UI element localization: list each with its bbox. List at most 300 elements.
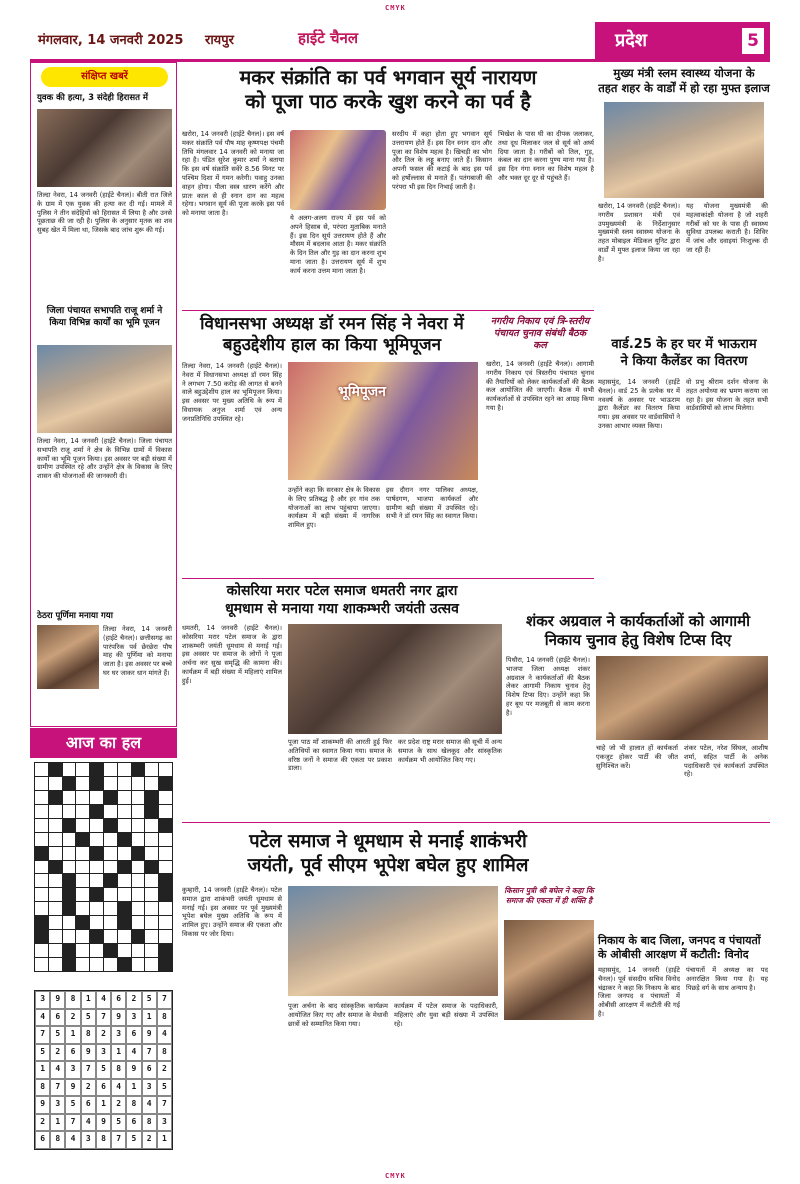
sudoku-cell: 5 <box>96 1061 111 1079</box>
crossword-cell <box>132 958 145 971</box>
crossword-cell <box>49 847 62 860</box>
story9-col2: पंचायतों में अध्यक्ष का पद अनारक्षित किया गया है। यह पिछड़े वर्ग के साथ अन्याय है। <box>686 966 768 992</box>
story2-col1: तिल्दा नेवरा, 14 जनवरी (हाईटे चैनल)। नेवरा में विधानसभा अध्यक्ष डॉ रमन सिंह ने लगभग 7.50 करोड़ की लागत से बनने वाले बहुउद्देशीय हाल का भूमिपूजन किया। इस अवसर पर मुख्य अतिथि के रूप में विधायक अनुज शर्मा एवं अन्य जनप्रतिनिधि उपस्थित रहे। <box>182 362 282 423</box>
story7-headline <box>506 612 770 650</box>
sidebar-title: संक्षिप्त खबरें <box>41 67 168 87</box>
crossword-cell <box>159 861 172 874</box>
crossword-cell <box>63 833 76 846</box>
crossword-cell <box>104 944 117 957</box>
sudoku-cell: 4 <box>111 1079 126 1097</box>
sudoku-cell: 1 <box>126 1079 141 1097</box>
story6-headline-line2: धूमधाम से मनाया गया शाकम्भरी जयंती उत्सव <box>225 601 459 617</box>
story7-col1: पिथौरा, 14 जनवरी (हाईटे चैनल)। भाजपा जिला अध्यक्ष शंकर अग्रवाल ने कार्यकर्ताओं की बैठक लेकर आगामी निकाय चुनाव हेतु विशेष टिप्स दिए। उन्होंने कहा कि हर बूथ पर मजबूती से काम करना है। <box>506 656 590 717</box>
crossword-cell <box>35 763 48 776</box>
sudoku-cell: 5 <box>81 1009 96 1027</box>
story1-photo-priest <box>290 130 386 210</box>
crossword-cell <box>159 944 172 957</box>
crossword-cell <box>49 777 62 790</box>
crossword-cell <box>132 944 145 957</box>
story6-col2: पूजा पाठ माँ शाकम्भरी की आरती हुई फिर अतिथियों का स्वागत किया गया। समाज के वरिष्ठ जनों ने समाज की एकता पर प्रकाश डाला। <box>288 738 392 773</box>
sudoku-cell: 2 <box>96 1026 111 1044</box>
brief-photo-2 <box>37 345 172 433</box>
sudoku-cell: 7 <box>157 991 172 1009</box>
crossword-cell <box>132 916 145 929</box>
section-banner <box>595 22 770 62</box>
story4-headline-line1: वार्ड.25 के हर घर में भाऊराम <box>611 337 757 352</box>
crossword-cell <box>145 791 158 804</box>
sudoku-cell: 2 <box>111 1096 126 1114</box>
sudoku-cell: 7 <box>96 1009 111 1027</box>
crossword-cell <box>104 888 117 901</box>
crossword-cell <box>132 791 145 804</box>
crossword-cell <box>118 916 131 929</box>
crossword-cell <box>49 888 62 901</box>
crossword-cell <box>76 888 89 901</box>
crossword-cell <box>63 805 76 818</box>
section-name: प्रदेश <box>615 30 648 51</box>
crossword-cell <box>49 944 62 957</box>
crossword-cell <box>90 763 103 776</box>
sudoku-cell: 2 <box>142 1131 157 1149</box>
crossword-cell <box>49 902 62 915</box>
crossword-cell <box>63 763 76 776</box>
crossword-cell <box>145 763 158 776</box>
masthead <box>30 22 770 62</box>
story7-photo-meeting <box>596 656 768 740</box>
crossword-cell <box>104 805 117 818</box>
crossword-cell <box>132 777 145 790</box>
sidebar-briefs <box>30 62 177 727</box>
crossword-cell <box>145 874 158 887</box>
crossword-cell <box>145 902 158 915</box>
crossword-cell <box>49 958 62 971</box>
crossword-cell <box>35 888 48 901</box>
story3-headline-line1: मुख्य मंत्री स्लम स्वास्थ्य योजना के <box>613 66 755 80</box>
crossword-cell <box>35 847 48 860</box>
crossword-cell <box>35 958 48 971</box>
story1-col4: भिखेश के पास घी का दीपक जलाकर, तथा दूध मिलाकर जल से सूर्य को अर्घ्य दिया जाता है। गरीबों को तिल, गुड़, कंबल का दान करना पुण्य माना गया है। इस दिन गंगा स्नान का विशेष महत्व है और भक्त दूर दूर से पहुंचते हैं। <box>498 130 594 182</box>
crossword-cell <box>90 930 103 943</box>
crossword-cell <box>90 902 103 915</box>
story2-col3: इस दौरान नगर पालिका अध्यक्ष, पार्षदगण, भाजपा कार्यकर्ता और ग्रामीण बड़ी संख्या में उपस्थित रहे। सभी ने डॉ रमन सिंह का स्वागत किया। <box>386 486 478 521</box>
sudoku-cell: 7 <box>81 1061 96 1079</box>
crossword-cell <box>104 874 117 887</box>
crossword-cell <box>49 874 62 887</box>
crossword-cell <box>159 930 172 943</box>
crossword-cell <box>76 819 89 832</box>
crossword-cell <box>104 833 117 846</box>
crossword-cell <box>76 847 89 860</box>
crossword-cell <box>132 847 145 860</box>
sudoku-cell: 8 <box>35 1079 50 1097</box>
sudoku-cell: 6 <box>35 1131 50 1149</box>
sudoku-cell: 2 <box>50 1044 65 1062</box>
crossword-cell <box>159 847 172 860</box>
crossword-cell <box>118 777 131 790</box>
crossword-cell <box>132 763 145 776</box>
crossword-cell <box>35 930 48 943</box>
sudoku-cell: 7 <box>35 1026 50 1044</box>
crossword-cell <box>145 958 158 971</box>
crossword-cell <box>76 777 89 790</box>
issue-date: मंगलवार, 14 जनवरी 2025 <box>38 33 184 48</box>
crossword-cell <box>132 861 145 874</box>
story6-headline <box>182 582 502 618</box>
story1-col3: सरदीय में कहा होता हुए भगवान सूर्य उत्तरायण होते हैं। इस दिन स्नान दान और पूजा का विशेष महत्व है। खिचड़ी का भोग और तिल के लड्डू बनाए जाते हैं। किसान अपनी फसल की कटाई के बाद इस पर्व को हर्षोल्लास से मनाते हैं। पतंगबाजी की परंपरा भी इस दिन निभाई जाती है। <box>392 130 492 191</box>
crossword-cell <box>104 861 117 874</box>
crossword-cell <box>104 763 117 776</box>
story3-photo-clinic <box>604 102 764 198</box>
crossword-cell <box>63 874 76 887</box>
crossword-cell <box>63 958 76 971</box>
crossword-cell <box>90 833 103 846</box>
story7-headline-line2: निकाय चुनाव हेतु विशेष टिप्स दिए <box>544 631 732 649</box>
sudoku-cell: 8 <box>50 1131 65 1149</box>
crossword-cell <box>159 958 172 971</box>
sudoku-cell: 5 <box>35 1044 50 1062</box>
sudoku-cell: 9 <box>111 1009 126 1027</box>
crossword-cell <box>90 944 103 957</box>
sudoku-cell: 5 <box>50 1026 65 1044</box>
sudoku-cell: 5 <box>142 991 157 1009</box>
sudoku-cell: 6 <box>65 1044 80 1062</box>
crossword-cell <box>35 805 48 818</box>
sudoku-cell: 3 <box>142 1079 157 1097</box>
crossword-cell <box>90 861 103 874</box>
sudoku-cell: 4 <box>96 991 111 1009</box>
sudoku-cell: 3 <box>35 991 50 1009</box>
crossword-cell <box>118 805 131 818</box>
crossword-cell <box>35 833 48 846</box>
crossword-cell <box>159 902 172 915</box>
story8-col2: पूजा अर्चना के बाद सांस्कृतिक कार्यक्रम आयोजित किए गए और समाज के मेधावी छात्रों को सम्मानित किया गया। <box>288 1002 388 1028</box>
sudoku-cell: 8 <box>111 1061 126 1079</box>
crossword-cell <box>132 888 145 901</box>
crossword-cell <box>145 819 158 832</box>
crossword-cell <box>118 944 131 957</box>
sudoku-cell: 7 <box>157 1096 172 1114</box>
crossword-cell <box>35 819 48 832</box>
divider-1 <box>182 310 594 311</box>
sudoku-cell: 1 <box>157 1131 172 1149</box>
crossword-cell <box>90 916 103 929</box>
sudoku-cell: 6 <box>96 1079 111 1097</box>
sudoku-cell: 8 <box>126 1096 141 1114</box>
sudoku-cell: 8 <box>142 1114 157 1132</box>
sudoku-cell: 6 <box>81 1096 96 1114</box>
story9-headline-line2: के ओबीसी आरक्षण में कटौती: विनोद <box>598 948 749 961</box>
crossword-cell <box>118 819 131 832</box>
crossword-cell <box>118 874 131 887</box>
crossword-cell <box>76 791 89 804</box>
story2-col2: उन्होंने कहा कि सरकार क्षेत्र के विकास के लिए प्रतिबद्ध है और हर गांव तक योजनाओं का लाभ पहुंचाया जाएगा। कार्यक्रम में बड़ी संख्या में नागरिक शामिल हुए। <box>288 486 380 530</box>
crossword-cell <box>132 833 145 846</box>
crossword-cell <box>76 958 89 971</box>
cmyk-mark-bottom: CMYK <box>385 1172 406 1180</box>
sudoku-cell: 9 <box>35 1096 50 1114</box>
crossword-cell <box>118 763 131 776</box>
story6-headline-line1: कोसरिया मरार पटेल समाज धमतरी नगर द्वारा <box>226 583 458 599</box>
divider-3 <box>182 822 770 823</box>
story1-col2: ये अलग-अलग राज्य में इस पर्व को अपने हिसाब से, परंपरा मुताबिक मनाते हैं। इस दिन सूर्य उत्तरायण होते हैं और मौसम में बदलाव आता है। मकर संक्रांति के दिन तिल और गुड़ का दान करना शुभ माना जाता है। उत्तरायण सूर्य में शुभ कार्य करना उत्तम माना जाता है। <box>290 214 386 275</box>
sudoku-cell: 8 <box>65 991 80 1009</box>
crossword-cell <box>76 944 89 957</box>
crossword-cell <box>63 916 76 929</box>
story3-col2: यह योजना मुख्यमंत्री की महत्वाकांक्षी योजना है जो शहरी गरीबों को घर के पास ही स्वास्थ्य सुविधा उपलब्ध कराती है। शिविर में जांच और दवाइयां निःशुल्क दी जा रही हैं। <box>686 202 768 254</box>
crossword-cell <box>49 930 62 943</box>
sudoku-cell: 7 <box>111 1131 126 1149</box>
crossword-cell <box>90 847 103 860</box>
cmyk-mark-top: CMYK <box>385 4 406 12</box>
story4-headline-line2: ने किया कैलेंडर का वितरण <box>620 354 748 369</box>
sudoku-cell: 1 <box>142 1009 157 1027</box>
story9-headline <box>598 934 770 962</box>
crossword-cell <box>159 888 172 901</box>
crossword-cell <box>104 916 117 929</box>
story3-headline-line2: तहत शहर के वार्डों में हो रहा मुफ्त इलाज <box>598 81 770 95</box>
sudoku-cell: 5 <box>65 1096 80 1114</box>
crossword-cell <box>145 861 158 874</box>
story9-headline-line1: निकाय के बाद जिला, जनपद व पंचायतों <box>598 934 761 947</box>
crossword-cell <box>63 791 76 804</box>
crossword-cell <box>63 888 76 901</box>
divider-2 <box>182 578 594 579</box>
sudoku-cell: 6 <box>111 991 126 1009</box>
sudoku-cell: 1 <box>35 1061 50 1079</box>
sudoku-cell: 2 <box>81 1079 96 1097</box>
story8-pullquote: किसान पुत्री श्री बघेल ने कहा कि समाज की एकता में ही शक्ति है <box>504 886 594 905</box>
crossword-cell <box>159 763 172 776</box>
story8-photo-bhupesh <box>288 886 498 996</box>
story1-headline <box>182 66 594 115</box>
story2-photo-event <box>288 362 478 480</box>
story4-col2: वो प्रभु श्रीराम दर्शन योजना के तहत अयोध्या का भ्रमण कराया जा रहा है। इस योजना के तहत सभी वार्डवासियों को लाभ मिलेगा। <box>686 378 768 413</box>
sudoku-cell: 3 <box>111 1026 126 1044</box>
crossword-cell <box>90 805 103 818</box>
crossword-cell <box>76 861 89 874</box>
crossword-cell <box>35 777 48 790</box>
crossword-cell <box>104 902 117 915</box>
crossword-cell <box>159 874 172 887</box>
masthead-bar <box>30 22 595 62</box>
crossword-cell <box>76 763 89 776</box>
story7-col3: शंकर पटेल, नरेश सिंघल, आशीष शर्मा, सहित पार्टी के अनेक पदाधिकारी एवं कार्यकर्ता उपस्थित रहे। <box>684 744 768 779</box>
crossword-cell <box>63 777 76 790</box>
crossword-cell <box>49 791 62 804</box>
sudoku-cell: 5 <box>111 1114 126 1132</box>
sudoku-cell: 9 <box>126 1061 141 1079</box>
story3-headline <box>598 66 770 96</box>
brief-headline-1: युवक की हत्या, 3 संदेही हिरासत में <box>37 93 148 103</box>
crossword-cell <box>76 874 89 887</box>
brief-headline-2: जिला पंचायत सभापति राजू शर्मा ने किया विभिन्न कार्यों का भूमि पूजन <box>46 306 163 328</box>
crossword-cell <box>76 930 89 943</box>
crossword-cell <box>90 777 103 790</box>
issue-city: रायपुर <box>205 33 234 48</box>
crossword-cell <box>90 888 103 901</box>
crossword-cell <box>104 791 117 804</box>
crossword-cell <box>76 833 89 846</box>
crossword-cell <box>145 805 158 818</box>
crossword-cell <box>104 777 117 790</box>
sudoku-cell: 3 <box>81 1131 96 1149</box>
crossword-cell <box>76 916 89 929</box>
sudoku-cell: 9 <box>96 1114 111 1132</box>
sudoku-cell: 2 <box>157 1061 172 1079</box>
story1-headline-line2: को पूजा पाठ करके खुश करने का पर्व है <box>245 90 531 114</box>
crossword-cell <box>118 930 131 943</box>
crossword-cell <box>49 819 62 832</box>
story1-headline-line1: मकर संक्रांति का पर्व भगवान सूर्य नारायण <box>239 66 537 89</box>
story6-col3: कर प्रदेश राष्ट्र मरार समाज की सूची में अन्य समाज के साथ खेलकूद और सांस्कृतिक कार्यक्रम भी आयोजित किए गए। <box>398 738 502 764</box>
story8-col1: कुम्हारी, 14 जनवरी (हाईटे चैनल)। पटेल समाज द्वारा शाकंभरी जयंती धूमधाम से मनाई गई। इस अवसर पर पूर्व मुख्यमंत्री भूपेश बघेल मुख्य अतिथि के रूप में शामिल हुए। उन्होंने समाज की एकता और विकास पर जोर दिया। <box>182 886 282 938</box>
crossword-cell <box>49 833 62 846</box>
crossword-cell <box>90 791 103 804</box>
story7-col2: चाहे जो भी हालात हों कार्यकर्ता एकजुट होकर पार्टी की जीत सुनिश्चित करें। <box>596 744 678 770</box>
crossword-cell <box>159 916 172 929</box>
sudoku-cell: 2 <box>35 1114 50 1132</box>
sudoku-cell: 1 <box>65 1026 80 1044</box>
crossword-cell <box>145 777 158 790</box>
sudoku-cell: 4 <box>81 1114 96 1132</box>
crossword-cell <box>145 930 158 943</box>
crossword-cell <box>63 819 76 832</box>
crossword-cell <box>132 902 145 915</box>
brief-photo-1 <box>37 109 172 187</box>
crossword-cell <box>132 819 145 832</box>
story1-col1: खरोरा, 14 जनवरी (हाईटे चैनल)। इस वर्ष मकर संक्रांति पर्व पौष माह कृष्णपक्ष पंचमी तिथि मंगलवार 14 जनवरी को मनाया जा रहा है। पंडित सुरेश कुमार शर्मा ने बताया कि इस वर्ष संक्रांति सवेरे 8.56 मिनट पर पश्चिम दिशा में गमन करेगी। यवाहु उनका वाहन होगा। पीला वस्त्र धारण करेंगे और प्रातः काल से ही स्नान दान का महत्व रहेगा। भगवान सूर्य की पूजा करके इस पर्व को मनाया जाता है। <box>182 130 284 218</box>
puzzle-answer-header: आज का हल <box>30 728 177 758</box>
sudoku-cell: 4 <box>157 1026 172 1044</box>
crossword-cell <box>49 916 62 929</box>
sudoku-cell: 8 <box>81 1026 96 1044</box>
sudoku-cell: 1 <box>81 991 96 1009</box>
page-number: 5 <box>742 28 764 54</box>
story2-headline-line1: विधानसभा अध्यक्ष डॉ रमन सिंह ने नेवरा में <box>200 314 464 334</box>
crossword-cell <box>35 861 48 874</box>
sudoku-cell: 6 <box>126 1114 141 1132</box>
sudoku-cell: 6 <box>142 1061 157 1079</box>
sudoku-cell: 7 <box>142 1044 157 1062</box>
crossword-cell <box>63 861 76 874</box>
sudoku-cell: 4 <box>65 1131 80 1149</box>
crossword-cell <box>35 874 48 887</box>
crossword-cell <box>104 930 117 943</box>
sudoku-cell: 3 <box>96 1044 111 1062</box>
sudoku-cell: 4 <box>126 1044 141 1062</box>
sudoku-cell: 3 <box>126 1009 141 1027</box>
sudoku-solution <box>34 990 173 1150</box>
crossword-cell <box>49 861 62 874</box>
story5-body: खरोरा, 14 जनवरी (हाईटे चैनल)। आगामी नगरीय निकाय एवं त्रिस्तरीय पंचायत चुनाव की तैयारियों को लेकर कार्यकर्ताओं की बैठक कल आयोजित की जाएगी। बैठक में सभी कार्यकर्ताओं से उपस्थित रहने का आग्रह किया गया है। <box>486 360 594 412</box>
story8-headline-line2: जयंती, पूर्व सीएम भूपेश बघेल हुए शामिल <box>247 855 529 876</box>
story8-photo-side <box>504 920 594 1020</box>
crossword-cell <box>145 888 158 901</box>
crossword-cell <box>35 916 48 929</box>
crossword-cell <box>104 958 117 971</box>
crossword-cell <box>118 958 131 971</box>
crossword-cell <box>159 805 172 818</box>
sudoku-cell: 9 <box>81 1044 96 1062</box>
story2-headline <box>182 314 482 357</box>
story8-headline-line1: पटेल समाज ने धूमधाम से मनाई शाकंभरी <box>249 831 527 852</box>
crossword-cell <box>118 833 131 846</box>
brief-headline-3: ठेठरा पूर्णिमा मनाया गया <box>37 611 113 621</box>
crossword-cell <box>35 902 48 915</box>
crossword-cell <box>63 847 76 860</box>
sudoku-cell: 3 <box>50 1096 65 1114</box>
crossword-cell <box>145 833 158 846</box>
story4-headline <box>598 336 770 370</box>
story3-col1: खरोरा, 14 जनवरी (हाईटे चैनल)। नगरीय प्रशासन मंत्री एवं उपमुख्यमंत्री के निर्देशानुसार मुख्यमंत्री स्लम स्वास्थ्य योजना के तहत मोबाइल मेडिकल यूनिट द्वारा वार्डों में मुफ्त इलाज किया जा रहा है। <box>598 202 680 263</box>
sudoku-cell: 4 <box>50 1061 65 1079</box>
story6-col1: धमतरी, 14 जनवरी (हाईटे चैनल)। कोसरिया मरार पटेल समाज के द्वारा शाकम्भरी जयंती धूमधाम से मनाई गई। इस अवसर पर समाज के लोगों ने पूजा अर्चना कर सुख समृद्धि की कामना की। कार्यक्रम में बड़ी संख्या में महिलाएं शामिल हुईं। <box>182 624 282 685</box>
sudoku-cell: 9 <box>65 1079 80 1097</box>
sudoku-cell: 6 <box>126 1026 141 1044</box>
crossword-cell <box>90 819 103 832</box>
brief-body-2: तिल्दा नेवरा, 14 जनवरी (हाईटे चैनल)। जिला पंचायत सभापति राजू शर्मा ने क्षेत्र के विभिन्न ग्रामों में विकास कार्यों का भूमि पूजन किया। इस अवसर पर बड़ी संख्या में ग्रामीण उपस्थित रहे और उन्होंने क्षेत्र के विकास के लिए शासन की योजनाओं की जानकारी दी। <box>37 437 172 481</box>
brand-logo: हाईटे चैनल <box>298 29 359 47</box>
brief-photo-3 <box>37 625 99 689</box>
brief-body-3: तिल्दा नेवरा, 14 जनवरी (हाईटे चैनल)। छत्तीसगढ़ का पारंपरिक पर्व छेरछेरा पौष माह की पूर्णिमा को मनाया जाता है। इस अवसर पर बच्चे घर घर जाकर धान मांगते हैं। <box>103 625 172 677</box>
crossword-cell <box>118 861 131 874</box>
story2-headline-line2: बहुउद्देशीय हाल का किया भूमिपूजन <box>222 335 442 356</box>
sudoku-cell: 7 <box>65 1114 80 1132</box>
crossword-cell <box>132 874 145 887</box>
sudoku-cell: 2 <box>65 1009 80 1027</box>
story5-headline: नगरीय निकाय एवं त्रि-स्तरीय पंचायत चुनाव संबंधी बैठक कल <box>490 316 590 351</box>
crossword-cell <box>159 833 172 846</box>
crossword-cell <box>35 944 48 957</box>
crossword-cell <box>63 944 76 957</box>
story9-col1: महासमुंद, 14 जनवरी (हाईटे चैनल)। पूर्व संसदीय सचिव विनोद चंद्राकर ने कहा कि निकाय के बाद जिला जनपद व पंचायतों में ओबीसी आरक्षण में कटौती की गई है। <box>598 966 680 1018</box>
crossword-cell <box>76 902 89 915</box>
crossword-cell <box>63 902 76 915</box>
crossword-cell <box>35 791 48 804</box>
crossword-solution <box>34 762 173 972</box>
crossword-cell <box>159 819 172 832</box>
sudoku-cell: 8 <box>96 1131 111 1149</box>
crossword-cell <box>132 930 145 943</box>
crossword-cell <box>49 805 62 818</box>
sudoku-cell: 1 <box>96 1096 111 1114</box>
story8-col3: कार्यक्रम में पटेल समाज के पदाधिकारी, महिलाएं और युवा बड़ी संख्या में उपस्थित रहे। <box>394 1002 498 1028</box>
sudoku-cell: 5 <box>157 1079 172 1097</box>
crossword-cell <box>90 958 103 971</box>
brief-body-1: तिल्दा नेवरा, 14 जनवरी (हाईटे चैनल)। बीती रात जिले के ग्राम में एक युवक की हत्या कर दी गई। मामले में पुलिस ने तीन संदेहियों को हिरासत में लिया है और उनसे पूछताछ की जा रही है। पुलिस के अनुसार मृतक का शव सुबह खेत में मिला था, जिसके बाद जांच शुरू की गई। <box>37 191 172 235</box>
sudoku-cell: 9 <box>142 1026 157 1044</box>
crossword-cell <box>104 847 117 860</box>
sudoku-cell: 4 <box>142 1096 157 1114</box>
story4-col1: महासमुंद, 14 जनवरी (हाईटे चैनल)। वार्ड 25 के प्रत्येक घर में नववर्ष के अवसर पर भाऊराम द्वारा कैलेंडर का वितरण किया गया। इस अवसर पर वार्डवासियों ने उनका आभार व्यक्त किया। <box>598 378 680 430</box>
sudoku-cell: 7 <box>50 1079 65 1097</box>
sudoku-cell: 4 <box>35 1009 50 1027</box>
crossword-cell <box>49 763 62 776</box>
crossword-cell <box>118 847 131 860</box>
story2-banner-text: भूमिपूजन <box>338 384 386 400</box>
crossword-cell <box>159 777 172 790</box>
crossword-cell <box>145 916 158 929</box>
crossword-cell <box>145 944 158 957</box>
sudoku-cell: 8 <box>157 1044 172 1062</box>
crossword-cell <box>76 805 89 818</box>
crossword-cell <box>90 874 103 887</box>
sudoku-cell: 9 <box>50 991 65 1009</box>
crossword-cell <box>118 888 131 901</box>
crossword-cell <box>118 791 131 804</box>
sudoku-cell: 5 <box>126 1131 141 1149</box>
story7-headline-line1: शंकर अग्रवाल ने कार्यकर्ताओं को आगामी <box>526 612 750 630</box>
